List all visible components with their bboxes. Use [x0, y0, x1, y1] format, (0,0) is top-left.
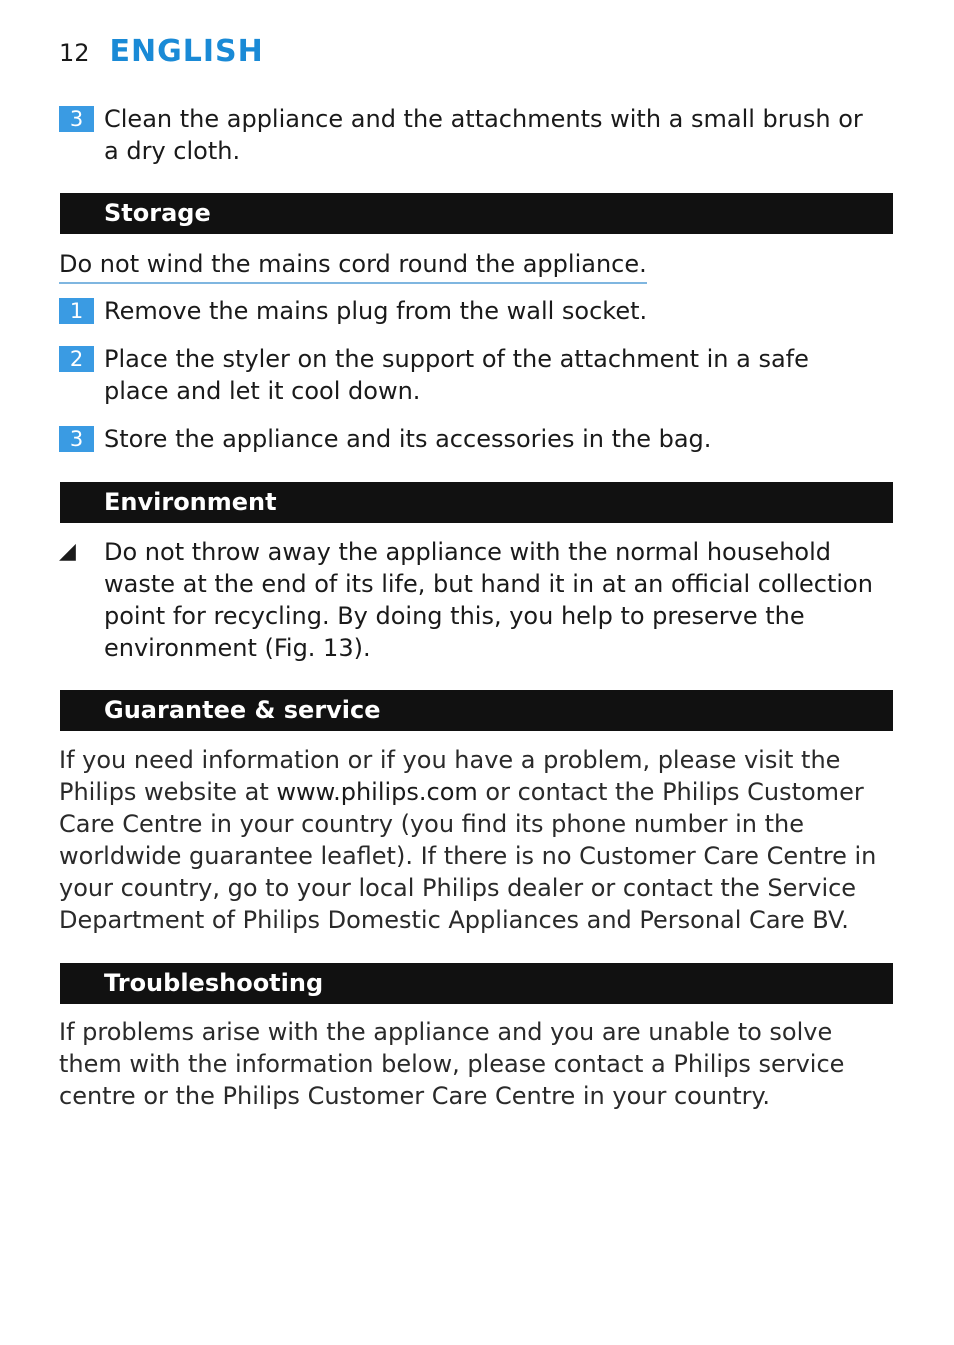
troubleshooting-paragraph: If problems arise with the appliance and you are unable to solve them with the information below, please contact a Philips service centre or the Philips Customer Care Centre in your country.: [59, 1018, 845, 1110]
guarantee-text-after: or contact the Philips Customer Care Centre in your country (you find its phone number in the worldwide guarantee leaflet). If there is no Customer Care Centre in your country, go to your local Philips dealer or contact the Service Department of Philips Domestic Appliances and Personal Care BV.: [59, 778, 877, 934]
page-header: [59, 34, 264, 69]
storage-note: Do not wind the mains cord round the appliance.: [59, 248, 647, 284]
step-text: Clean the appliance and the attachments with a small brush or a dry cloth.: [104, 105, 863, 165]
philips-website-link[interactable]: www.philips.com: [276, 778, 478, 806]
step-number-badge: 3: [59, 426, 94, 452]
storage-step-3: [59, 423, 864, 455]
guarantee-text-before: If you need information or if you have a problem, please visit the Philips website at: [59, 746, 841, 806]
step-text: Remove the mains plug from the wall socket.: [104, 297, 648, 325]
step-text: Store the appliance and its accessories in the bag.: [104, 425, 712, 453]
bullet-arrow-icon: ◢: [59, 539, 76, 564]
step-number-badge: 2: [59, 346, 94, 372]
section-heading-guarantee: Guarantee & service: [60, 690, 893, 731]
environment-bullet: [59, 536, 899, 664]
step-number-badge: 1: [59, 298, 94, 324]
section-heading-environment: Environment: [60, 482, 893, 523]
step-text: Place the styler on the support of the attachment in a safe place and let it cool down.: [104, 345, 809, 405]
cleaning-step-3: [59, 103, 864, 167]
language-title: ENGLISH: [109, 34, 264, 69]
section-heading-storage: Storage: [60, 193, 893, 234]
step-number-badge: 3: [59, 106, 94, 132]
storage-step-1: [59, 295, 864, 327]
storage-step-2: [59, 343, 864, 407]
page-number: 12: [59, 39, 90, 67]
section-heading-troubleshooting: Troubleshooting: [60, 963, 893, 1004]
environment-text: Do not throw away the appliance with the normal household waste at the end of its life, but hand it in at an official collection point for recycling. By doing this, you help to preserve the environment (Fig. 13).: [104, 538, 873, 662]
guarantee-paragraph: [59, 744, 889, 936]
